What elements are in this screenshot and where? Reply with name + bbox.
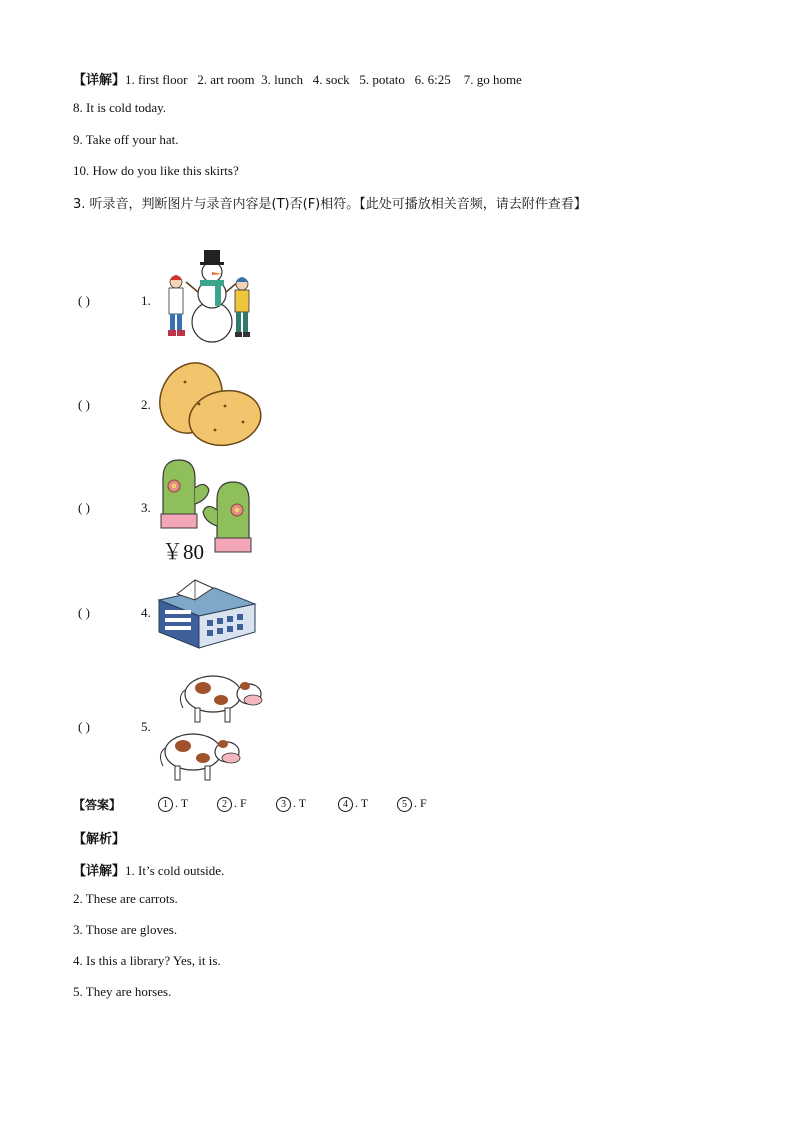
item-number-5: 5. bbox=[141, 719, 151, 734]
answer-blank-4[interactable]: ( ) bbox=[78, 605, 90, 620]
detail-text: 1. first floor 2. art room 3. lunch 4. sock 5. potato 6. 6:25 7. go home bbox=[125, 72, 522, 87]
cows-image bbox=[155, 666, 267, 784]
potatoes-image bbox=[155, 360, 263, 450]
snowman-children-image bbox=[160, 246, 256, 346]
prev-detail-line-1 bbox=[73, 69, 522, 88]
analysis-line-5: 5. They are horses. bbox=[73, 984, 172, 999]
answer-item-3: 3 . T bbox=[276, 796, 306, 812]
answer-item-5: 5 . F bbox=[397, 796, 427, 812]
answer-blank-3[interactable]: ( ) bbox=[78, 500, 90, 515]
analysis-line-3: 3. Those are gloves. bbox=[73, 922, 178, 937]
prev-detail-line-10: 10. How do you like this skirts? bbox=[73, 163, 239, 178]
item-number-4: 4. bbox=[141, 605, 151, 620]
item-number-2: 2. bbox=[141, 397, 151, 412]
question-3-prompt: 3. 听录音，判断图片与录音内容是(T)否(F)相符。【此处可播放相关音频，请去附件查看】 bbox=[73, 197, 587, 212]
answer-blank-5[interactable]: ( ) bbox=[78, 719, 90, 734]
answer-item-1: 1 . T bbox=[158, 796, 188, 812]
prev-detail-line-9: 9. Take off your hat. bbox=[73, 132, 179, 147]
analysis-line-4: 4. Is this a library? Yes, it is. bbox=[73, 953, 221, 968]
answer-item-4: 4 . T bbox=[338, 796, 368, 812]
answer-item-2: 2 . F bbox=[217, 796, 247, 812]
answer-blank-2[interactable]: ( ) bbox=[78, 397, 90, 412]
answer-blank-1[interactable]: ( ) bbox=[78, 293, 90, 308]
analysis-line-1: 【详解】1. It’s cold outside. bbox=[73, 863, 225, 879]
item-number-1: 1. bbox=[141, 293, 151, 308]
detail-label: 【详解】 bbox=[73, 73, 126, 88]
library-building-image bbox=[155, 574, 259, 650]
answer-label: 【答案】 bbox=[73, 798, 122, 812]
analysis-label: 【解析】 bbox=[73, 832, 126, 847]
analysis-line-2: 2. These are carrots. bbox=[73, 891, 178, 906]
price-label: ￥80 bbox=[162, 540, 204, 564]
prev-detail-line-8: 8. It is cold today. bbox=[73, 100, 167, 115]
item-number-3: 3. bbox=[141, 500, 151, 515]
